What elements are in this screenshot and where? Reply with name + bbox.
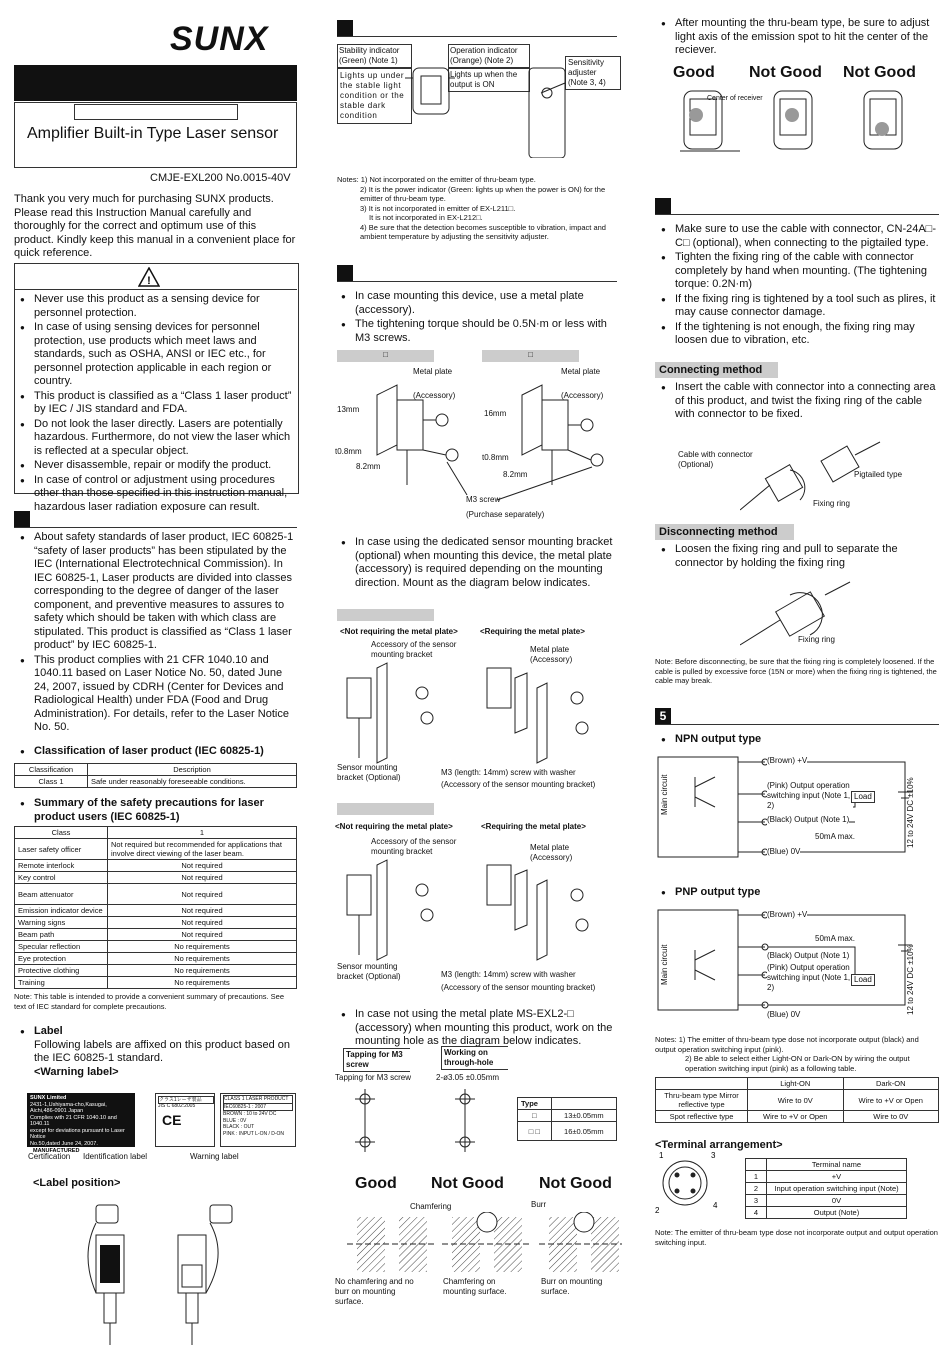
- accessory-label: (Accessory): [413, 391, 456, 400]
- list-item: ● The tightening torque should be 0.5N·m or less with M3 screws.: [337, 318, 619, 345]
- requiring-heading: <Requiring the metal plate>: [480, 627, 585, 636]
- caption-not-good-1: Chamfering on mounting surface.: [443, 1277, 507, 1296]
- accessory-label: (Accessory): [561, 391, 604, 400]
- caption-not-good-2: Burr on mounting surface.: [541, 1277, 603, 1296]
- not-good-label: Not Good: [749, 64, 822, 81]
- indicator-diagram: [405, 48, 575, 158]
- label-position-diagram: [60, 1195, 260, 1350]
- dim-t08: t0.8mm: [335, 447, 362, 456]
- cable-label: Cable with connector (Optional): [678, 450, 753, 469]
- connecting-method-heading: Connecting method: [655, 362, 778, 378]
- acc-bracket-label2: (Accessory of the sensor mounting bracket): [441, 780, 596, 789]
- pnp-supply-label: 12 to 24V DC ±10%: [906, 944, 915, 1015]
- classification-table: Classification Description Class 1 Safe under reasonably foreseeable conditions.: [14, 763, 297, 788]
- npn-pink-label: (Pink) Output operation switching input (Note 1, 2): [767, 781, 853, 811]
- not-good-label: Not Good: [539, 1175, 612, 1192]
- center-receiver-label: Center of receiver: [707, 95, 763, 102]
- good-label: Good: [673, 64, 715, 81]
- terminal-diagram: [655, 1150, 735, 1220]
- label-position-heading: <Label position>: [33, 1177, 121, 1189]
- dim-82mm: 8.2mm: [503, 470, 528, 479]
- list-item: ● In case of control or adjustment using procedures other than those specified in this instruction manual, hazardous laser radiation exposure can result.: [16, 474, 294, 515]
- circuit-notes: Notes: 1) The emitter of thru-beam type dose not incorporate output (black) and output operation switching input (pink). 2) Be able to select either Light-ON or Dark-ON by wiring the output operation switching input (pink) as a following table.: [655, 1035, 919, 1073]
- intro-text: Thank you very much for purchasing SUNX products. Please read this Instruction Manual carefully and thoroughly for the correct and optimum use of this product. Kindly keep this manual in a convenient place for quick reference.: [14, 193, 296, 259]
- chamfering-label: Chamfering: [410, 1202, 452, 1211]
- connecting-text: ● Insert the cable with connector into a connecting area of this product, and twist the fixing ring of the cable with connector to be fixed.: [657, 381, 939, 423]
- product-title: Amplifier Built-in Type Laser sensor: [27, 125, 279, 142]
- mounting-tab-2: □: [482, 350, 579, 362]
- summary-table: Class 1 Laser safety officer Not required but recommended for applications that involve direct viewing of the laser beam. Remote interlock Not required Key control Not required Beam attenuator Not required Emission indicator device Not required Warning signs Not required Beam path Not required Specular reflection No requirements Eye protection No requirements Protective clothing No requirements Training No requirements: [14, 826, 297, 989]
- svg-text:3: 3: [711, 1151, 716, 1160]
- summary-note: Note: This table is intended to provide a convenient summary of precautions. See text of IEC standard for complete precautions.: [14, 992, 285, 1011]
- main-circuit-label: Main circuit: [660, 944, 669, 985]
- bracket-diagram-1: [337, 648, 622, 768]
- caption-warning: Warning label: [190, 1152, 239, 1161]
- section-marker: [14, 511, 30, 527]
- dim-16mm: 16mm: [484, 409, 507, 418]
- metal-plate-label: Metal plate: [561, 367, 601, 376]
- light-dark-table: Light-ON Dark-ON Thru-beam type Mirror reflective type Wire to 0V Wire to +V or Open Spot reflective type Wire to +V or Open Wire to 0V: [655, 1077, 939, 1123]
- purchase-label: (Purchase separately): [466, 510, 545, 519]
- connector-list: [657, 223, 939, 349]
- list-item: ● In case mounting this device, use a metal plate (accessory).: [337, 290, 619, 317]
- mounting-list: [337, 290, 619, 346]
- npn-black-label: (Black) Output (Note 1): [767, 815, 850, 824]
- svg-text:1: 1: [659, 1151, 664, 1160]
- list-item: ● In case of using sensing devices for personnel protection, use products which meet laws and standards, such as OSHA, ANSI or IEC etc., for personnel protection applicable in each region or country.: [16, 321, 294, 389]
- identification-label: CE クラス1レーザ製品 JIS C 6802:2005: [155, 1093, 215, 1147]
- metal-plate-label: Metal plate: [413, 367, 453, 376]
- not-good-label: Not Good: [843, 64, 916, 81]
- bracket-text: ● In case using the dedicated sensor mounting bracket (optional) when mounting this device, the metal plate (accessory) is required depending on the mounting direction. Mount as the diagram below indicates.: [337, 536, 619, 591]
- section-5-marker: 5: [655, 708, 671, 724]
- dim-t08: t0.8mm: [482, 453, 509, 462]
- disconnecting-method-heading: Disconnecting method: [655, 524, 794, 540]
- type-table: Type □ 13±0.05mm □ □ 16±0.05mm: [517, 1097, 617, 1141]
- sensor-bracket-label: Sensor mounting bracket (Optional): [337, 962, 401, 981]
- thru-beam-text: ● After mounting the thru-beam type, be sure to adjust light axis of the emission spot to hit the center of the reciever.: [657, 17, 939, 59]
- certification-label: SUNX Limited 2431-1,Ushiyama-cho,Kasugai, Aichi,486-0901 Japan Complies with 21 CFR 1040.10 and 1040.11 except for deviations pursuant to Laser Notice No.50,dated June 24, 2007. MANUFACTURED: [27, 1093, 135, 1147]
- mounting-tab-1: □: [337, 350, 434, 362]
- svg-text:!: !: [147, 275, 151, 287]
- warning-label: CLASS 1 LASER PRODUCT IEC60825-1 : 2007 BROWN : 10 to 24V DC BLUE : 0V BLACK : OUT PINK : INPUT L-ON / D-ON: [220, 1093, 296, 1147]
- npn-supply-label: 12 to 24V DC ±10%: [906, 777, 915, 848]
- list-item: ● Never use this product as a sensing device for personnel protection.: [16, 293, 294, 320]
- pnp-pink-label: (Pink) Output operation switching input (Note 1, 2): [767, 963, 853, 993]
- warning-label-heading: <Warning label>: [34, 1065, 119, 1078]
- fixing-ring-label: Fixing ring: [798, 635, 835, 644]
- accessory-bracket-label: Accessory of the sensor mounting bracket: [371, 640, 457, 659]
- terminal-heading: <Terminal arrangement>: [655, 1139, 783, 1151]
- list-item: ● Never disassemble, repair or modify the product.: [16, 459, 294, 473]
- tapping-heading: Tapping for M3 screw: [343, 1048, 410, 1072]
- label-heading: Label: [34, 1025, 63, 1037]
- accessory-bracket-label: Accessory of the sensor mounting bracket: [371, 837, 457, 856]
- terminal-table: Terminal name 1 +V 2 Input operation switching input (Note) 3 0V 4 Output (Note): [745, 1158, 907, 1219]
- burr-label: Burr: [531, 1200, 547, 1209]
- svg-text:4: 4: [713, 1201, 718, 1210]
- pnp-brown-label: (Brown) +V: [767, 910, 808, 919]
- npn-brown-label: (Brown) +V: [767, 756, 808, 765]
- metal-plate-accessory-label: Metal plate (Accessory): [530, 645, 573, 664]
- section-marker: [337, 20, 353, 36]
- hole-diagram: [340, 1084, 480, 1154]
- not-requiring-heading: <Not requiring the metal plate>: [335, 822, 453, 831]
- metal-plate-accessory-label: Metal plate (Accessory): [530, 843, 573, 862]
- working-heading: Working on through-hole: [441, 1046, 508, 1070]
- label-text: Following labels are affixed on this product based on the IEC 60825-1 standard.: [34, 1038, 291, 1064]
- list-item: ● If the fixing ring is tightened by a tool such as plires, it may cause connector damage.: [657, 293, 939, 320]
- doc-code: CMJE-EXL200 No.0015-40V: [150, 172, 291, 184]
- caption-good: No chamfering and no burr on mounting surface.: [335, 1277, 414, 1306]
- operation-indicator-label: Operation indicator (Orange) (Note 2): [448, 44, 530, 68]
- warning-list: [16, 293, 294, 515]
- bracket-diagram-2: [337, 845, 622, 965]
- m3-14-label: M3 (length: 14mm) screw with washer: [441, 768, 576, 777]
- tapping-caption: Tapping for M3 screw: [335, 1073, 412, 1082]
- section-marker: [337, 265, 353, 281]
- hole-quality-diagram: [337, 1212, 622, 1274]
- svg-text:2: 2: [655, 1206, 660, 1215]
- pnp-circuit: [655, 905, 940, 1017]
- list-item: ● If the tightening is not enough, the fixing ring may loosen due to vibration, etc.: [657, 321, 939, 348]
- not-good-label: Not Good: [431, 1175, 504, 1192]
- model-box: [74, 104, 238, 120]
- pnp-heading: ● PNP output type: [657, 886, 857, 900]
- summary-heading: ● Summary of the safety precautions for laser product users (IEC 60825-1): [16, 797, 296, 824]
- pigtailed-label: Pigtailed type: [854, 470, 903, 479]
- operation-indicator-desc: Lights up when the output is ON: [448, 68, 530, 92]
- section-marker: [655, 198, 671, 214]
- not-requiring-heading: <Not requiring the metal plate>: [340, 627, 458, 636]
- safety-list: [16, 531, 296, 736]
- hole-dimension: 2-ø3.05 ±0.05mm: [436, 1073, 500, 1082]
- list-item: ● This product complies with 21 CFR 1040.10 and 1040.11 based on Laser Notice No. 50, dated June 24, 2007, issued by CDRH (Center for Devices and Radiological Health) under FDA (Food and Drug Administration). For details, refer to the Laser Notice No. 50.: [16, 654, 296, 735]
- npn-blue-label: (Blue) 0V: [767, 847, 801, 856]
- npn-ma-label: 50mA max.: [815, 832, 856, 841]
- indicator-notes: Notes: 1) Not incorporated on the emitter of thru-beam type. 2) It is the power indicator (Green: lights up when the power is ON) for the emitter of thru-beam type. 3) It is not incorporated in emitter of EX-L211□. It is not incorporated in EX-L212□. 4) Be sure that the detection becomes susceptible to vibration, impact and ambient temperature by adjusting the sensitivity adjuster.: [337, 175, 606, 241]
- main-circuit-label: Main circuit: [660, 774, 669, 815]
- good-label: Good: [355, 1175, 397, 1192]
- disconnecting-text: ● Loosen the fixing ring and pull to separate the connector by holding the fixing ring: [657, 543, 939, 571]
- no-plate-text: ● In case not using the metal plate MS-EXL2-□ (accessory) when mounting this product, work on the mounting hole as the diagram below indicates.: [337, 1008, 619, 1050]
- stability-indicator-label: Stability indicator (Green) (Note 1): [337, 44, 412, 68]
- caption-certification: Certification: [28, 1152, 71, 1161]
- terminal-note: Note: The emitter of thru-beam type dose not incorporate output and output operation switching input.: [655, 1228, 938, 1247]
- npn-heading: ● NPN output type: [657, 733, 857, 747]
- pnp-load-box: Load: [851, 974, 875, 986]
- requiring-heading: <Requiring the metal plate>: [481, 822, 586, 831]
- list-item: ● Make sure to use the cable with connector, CN-24A□-C□ (optional), when connecting to the pigtailed type.: [657, 223, 939, 250]
- fixing-ring-label: Fixing ring: [813, 499, 850, 508]
- caption-identification: Identification label: [83, 1152, 148, 1161]
- sensitivity-adjuster-label: Sensitivity adjuster (Note 3, 4): [565, 56, 621, 90]
- pnp-black-label: (Black) Output (Note 1): [767, 951, 850, 960]
- acc-bracket-label2: (Accessory of the sensor mounting bracket): [441, 983, 596, 992]
- disconnect-note: Note: Before disconnecting, be sure that the fixing ring is completely loosened. If the cable is pulled by excessive force (15N or more) when the fixing ring is tightened, the cable may break.: [655, 657, 937, 685]
- sensor-bracket-label: Sensor mounting bracket (Optional): [337, 763, 401, 782]
- list-item: ● About safety standards of laser product, IEC 60825-1 “safety of laser products” has been stipulated by the IEC (International Electrotechnical Commission). In IEC 60825-1, Laser products are divided into classes corresponding to the degree of danger of the laser component, and preventive measures to assures to safety which should be taken with which class are stipulated. This product is classified as “Class 1 laser product” by IEC 60825-1.: [16, 531, 296, 653]
- classification-heading: ● Classification of laser product (IEC 60825-1): [16, 745, 296, 759]
- ce-mark-icon: CE: [162, 1112, 182, 1128]
- brand-logo: SUNX: [170, 20, 269, 58]
- m3-screw-label: M3 screw: [466, 495, 501, 504]
- title-bar: [14, 65, 297, 101]
- dim-13mm: 13mm: [337, 405, 360, 414]
- m3-14-label: M3 (length: 14mm) screw with washer: [441, 970, 576, 979]
- list-item: ● Tighten the fixing ring of the cable with connector completely by hand when mounting. (The tightening torque: 0.2N·m): [657, 251, 939, 292]
- pnp-blue-label: (Blue) 0V: [767, 1010, 801, 1019]
- dim-82mm: 8.2mm: [356, 462, 381, 471]
- light-axis-diagram: [670, 83, 930, 163]
- stability-indicator-desc: Lights up under the stable light condition or the stable dark condition: [337, 68, 412, 124]
- npn-load-box: Load: [851, 791, 875, 803]
- list-item: ● Do not look the laser directly. Lasers are potentially hazardous. Furthermore, do not view the laser which is reflected at a specular object.: [16, 418, 294, 459]
- list-item: ● This product is classified as a “Class 1 laser product” by IEC / JIS standard and FDA.: [16, 390, 294, 417]
- pnp-ma-label: 50mA max.: [815, 934, 856, 943]
- connector-diagram: [740, 440, 940, 515]
